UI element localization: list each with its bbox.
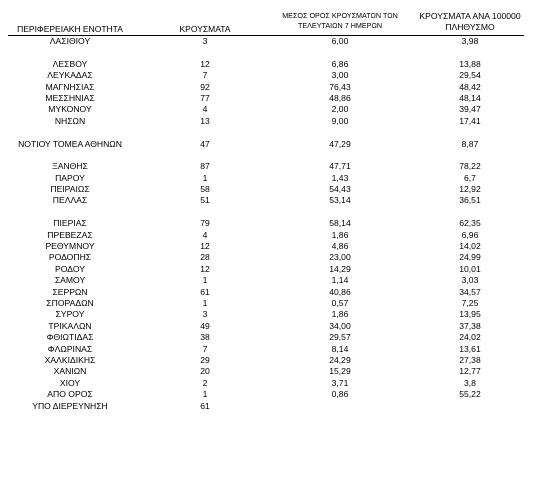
table-row [0, 59, 543, 70]
region-cell: ΣΥΡΟΥ [55, 309, 85, 320]
region-cell: ΝΗΣΩΝ [54, 115, 86, 126]
avg-7-days-cell: 0,86 [331, 389, 349, 400]
avg-7-days-cell: 29,57 [329, 332, 351, 343]
per100k-cell: 6,7 [464, 172, 476, 183]
region-cell: ΠΡΕΒΕΖΑΣ [47, 229, 93, 240]
table-row [0, 70, 543, 81]
header-per100k-line1: ΚΡΟΥΣΜΑΤΑ ΑΝΑ 100000 [419, 11, 521, 21]
table-spacer-row [0, 207, 543, 218]
table-row [0, 36, 543, 47]
region-cell: ΜΑΓΝΗΣΙΑΣ [45, 81, 95, 92]
per100k-cell: 39,47 [459, 104, 481, 115]
region-cell: ΧΙΟΥ [59, 377, 81, 388]
per100k-cell: 13,61 [459, 343, 481, 354]
avg-7-days-cell: 48,86 [329, 92, 351, 103]
cases-cell: 29 [200, 354, 210, 365]
table-spacer-row [0, 127, 543, 138]
per100k-cell: 6,96 [461, 229, 479, 240]
per100k-cell: 55,22 [459, 389, 481, 400]
avg-7-days-cell: 0,57 [331, 297, 349, 308]
cases-cell: 12 [200, 263, 210, 274]
table-row [0, 139, 543, 150]
region-cell: ΡΟΔΟΠΗΣ [48, 252, 92, 263]
cases-cell: 1 [202, 389, 208, 400]
table-row [0, 355, 543, 366]
per100k-cell: 12,77 [459, 366, 481, 377]
cases-cell: 1 [202, 275, 208, 286]
per100k-cell: 36,51 [459, 195, 481, 206]
per100k-cell: 29,54 [459, 70, 481, 81]
region-cell: ΝΟΤΙΟΥ ΤΟΜΕΑ ΑΘΗΝΩΝ [18, 138, 122, 149]
per100k-cell: 48,42 [459, 81, 481, 92]
table-row [0, 332, 543, 343]
per100k-cell: 48,14 [459, 92, 481, 103]
avg-7-days-cell: 14,29 [329, 263, 351, 274]
avg-7-days-cell: 3,00 [331, 70, 349, 81]
per100k-cell: 24,99 [459, 252, 481, 263]
header-avg-line2: ΤΕΛΕΥΤΑΙΩΝ 7 ΗΜΕΡΩΝ [297, 21, 383, 30]
table-row [0, 287, 543, 298]
per100k-cell: 3,8 [464, 377, 476, 388]
cases-cell: 87 [200, 161, 210, 172]
per100k-cell: 3,03 [461, 275, 479, 286]
table-spacer-row [0, 47, 543, 58]
table-row [0, 195, 543, 206]
cases-cell: 4 [202, 229, 208, 240]
cases-cell: 3 [202, 309, 208, 320]
avg-7-days-cell: 23,00 [329, 252, 351, 263]
avg-7-days-cell: 34,00 [329, 320, 351, 331]
cases-cell: 28 [200, 252, 210, 263]
table-row [0, 252, 543, 263]
cases-cell: 51 [200, 195, 210, 206]
cases-cell: 4 [202, 104, 208, 115]
per100k-cell: 8,87 [461, 138, 479, 149]
cases-cell: 58 [200, 184, 210, 195]
avg-7-days-cell: 2,00 [331, 104, 349, 115]
per100k-cell: 78,22 [459, 161, 481, 172]
table-spacer-row [0, 150, 543, 161]
cases-cell: 92 [200, 81, 210, 92]
table-row [0, 389, 543, 400]
region-cell: ΧΑΛΚΙΔΙΚΗΣ [44, 354, 96, 365]
table-row [0, 401, 543, 412]
region-cell: ΥΠΟ ΔΙΕΡΕΥΝΗΣΗ [32, 400, 108, 411]
region-cell: ΠΕΙΡΑΙΩΣ [50, 184, 90, 195]
region-cell: ΠΙΕΡΙΑΣ [53, 218, 87, 229]
region-cell: ΛΕΣΒΟΥ [52, 58, 88, 69]
table-row [0, 161, 543, 172]
table-row [0, 184, 543, 195]
region-cell: ΞΑΝΘΗΣ [52, 161, 88, 172]
avg-7-days-cell: 9,00 [331, 115, 349, 126]
cases-cell: 61 [200, 400, 210, 411]
avg-7-days-cell: 24,29 [329, 354, 351, 365]
table-row [0, 93, 543, 104]
table-row [0, 275, 543, 286]
avg-7-days-cell: 8,14 [331, 343, 349, 354]
cases-cell: 12 [200, 241, 210, 252]
header-region: ΠΕΡΙΦΕΡΕΙΑΚΗ ΕΝΟΤΗΤΑ [17, 24, 123, 34]
per100k-cell: 24,02 [459, 332, 481, 343]
cases-cell: 49 [200, 320, 210, 331]
region-cell: ΦΛΩΡΙΝΑΣ [47, 343, 93, 354]
cases-table-body [0, 36, 543, 412]
cases-cell: 2 [202, 377, 208, 388]
table-row [0, 344, 543, 355]
avg-7-days-cell: 53,14 [329, 195, 351, 206]
region-cell: ΛΕΥΚΑΔΑΣ [47, 70, 93, 81]
table-row [0, 264, 543, 275]
cases-cell: 38 [200, 332, 210, 343]
region-cell: ΤΡΙΚΑΛΩΝ [48, 320, 92, 331]
avg-7-days-cell: 4,86 [331, 241, 349, 252]
cases-cell: 13 [200, 115, 210, 126]
avg-7-days-cell: 47,71 [329, 161, 351, 172]
table-row [0, 104, 543, 115]
region-cell: ΧΑΝΙΩΝ [53, 366, 87, 377]
table-row [0, 218, 543, 229]
region-cell: ΠΕΛΛΑΣ [52, 195, 88, 206]
avg-7-days-cell: 54,43 [329, 184, 351, 195]
per100k-cell: 37,38 [459, 320, 481, 331]
table-row [0, 82, 543, 93]
region-cell: ΡΕΘΥΜΝΟΥ [45, 241, 95, 252]
avg-7-days-cell: 3,71 [331, 377, 349, 388]
avg-7-days-cell: 58,14 [329, 218, 351, 229]
avg-7-days-cell: 1,14 [331, 275, 349, 286]
cases-cell: 7 [202, 343, 208, 354]
per100k-cell: 62,35 [459, 218, 481, 229]
region-cell: ΡΟΔΟΥ [55, 263, 85, 274]
per100k-cell: 7,25 [461, 297, 479, 308]
avg-7-days-cell: 6,00 [331, 36, 349, 46]
table-row [0, 298, 543, 309]
cases-cell: 61 [200, 286, 210, 297]
table-row [0, 309, 543, 320]
region-cell: ΣΠΟΡΑΔΩΝ [46, 297, 94, 308]
cases-cell: 47 [200, 138, 210, 149]
table-row [0, 230, 543, 241]
cases-cell: 1 [202, 172, 208, 183]
avg-7-days-cell: 76,43 [329, 81, 351, 92]
avg-7-days-cell: 1,86 [331, 309, 349, 320]
header-avg-7-days [270, 11, 410, 31]
avg-7-days-cell: 15,29 [329, 366, 351, 377]
region-cell: ΑΠΟ ΟΡΟΣ [47, 389, 93, 400]
per100k-cell: 27,38 [459, 354, 481, 365]
table-row [0, 378, 543, 389]
avg-7-days-cell: 40,86 [329, 286, 351, 297]
header-per100k-line2: ΠΛΗΘΥΣΜΟ [445, 22, 495, 32]
region-cell: ΣΑΜΟΥ [54, 275, 86, 286]
avg-7-days-cell: 1,86 [331, 229, 349, 240]
per100k-cell: 17,41 [459, 115, 481, 126]
per100k-cell: 3,98 [461, 36, 479, 46]
per100k-cell: 13,95 [459, 309, 481, 320]
header-cases: ΚΡΟΥΣΜΑΤΑ [179, 24, 231, 34]
region-cell: ΛΑΣΙΘΙΟΥ [49, 36, 91, 46]
table-row [0, 173, 543, 184]
cases-cell: 1 [202, 297, 208, 308]
avg-7-days-cell: 6,86 [331, 58, 349, 69]
cases-cell: 79 [200, 218, 210, 229]
table-row [0, 321, 543, 332]
avg-7-days-cell: 1,43 [331, 172, 349, 183]
header-per-100k [410, 11, 530, 33]
per100k-cell: 34,57 [459, 286, 481, 297]
per100k-cell: 10,01 [459, 263, 481, 274]
cases-cell: 7 [202, 70, 208, 81]
per100k-cell: 13,88 [459, 58, 481, 69]
header-avg-line1: ΜΕΣΟΣ ΟΡΟΣ ΚΡΟΥΣΜΑΤΩΝ ΤΩΝ [282, 11, 398, 20]
per100k-cell: 14,02 [459, 241, 481, 252]
table-row [0, 116, 543, 127]
table-row [0, 366, 543, 377]
cases-cell: 20 [200, 366, 210, 377]
cases-cell: 12 [200, 58, 210, 69]
region-cell: ΜΥΚΟΝΟΥ [48, 104, 92, 115]
table-row [0, 241, 543, 252]
region-cell: ΦΘΙΩΤΙΔΑΣ [46, 332, 94, 343]
region-cell: ΣΕΡΡΩΝ [52, 286, 88, 297]
cases-cell: 3 [202, 36, 208, 46]
region-cell: ΠΑΡΟΥ [55, 172, 85, 183]
cases-cell: 77 [200, 92, 210, 103]
avg-7-days-cell: 47,29 [329, 138, 351, 149]
per100k-cell: 12,92 [459, 184, 481, 195]
region-cell: ΜΕΣΣΗΝΙΑΣ [45, 92, 95, 103]
